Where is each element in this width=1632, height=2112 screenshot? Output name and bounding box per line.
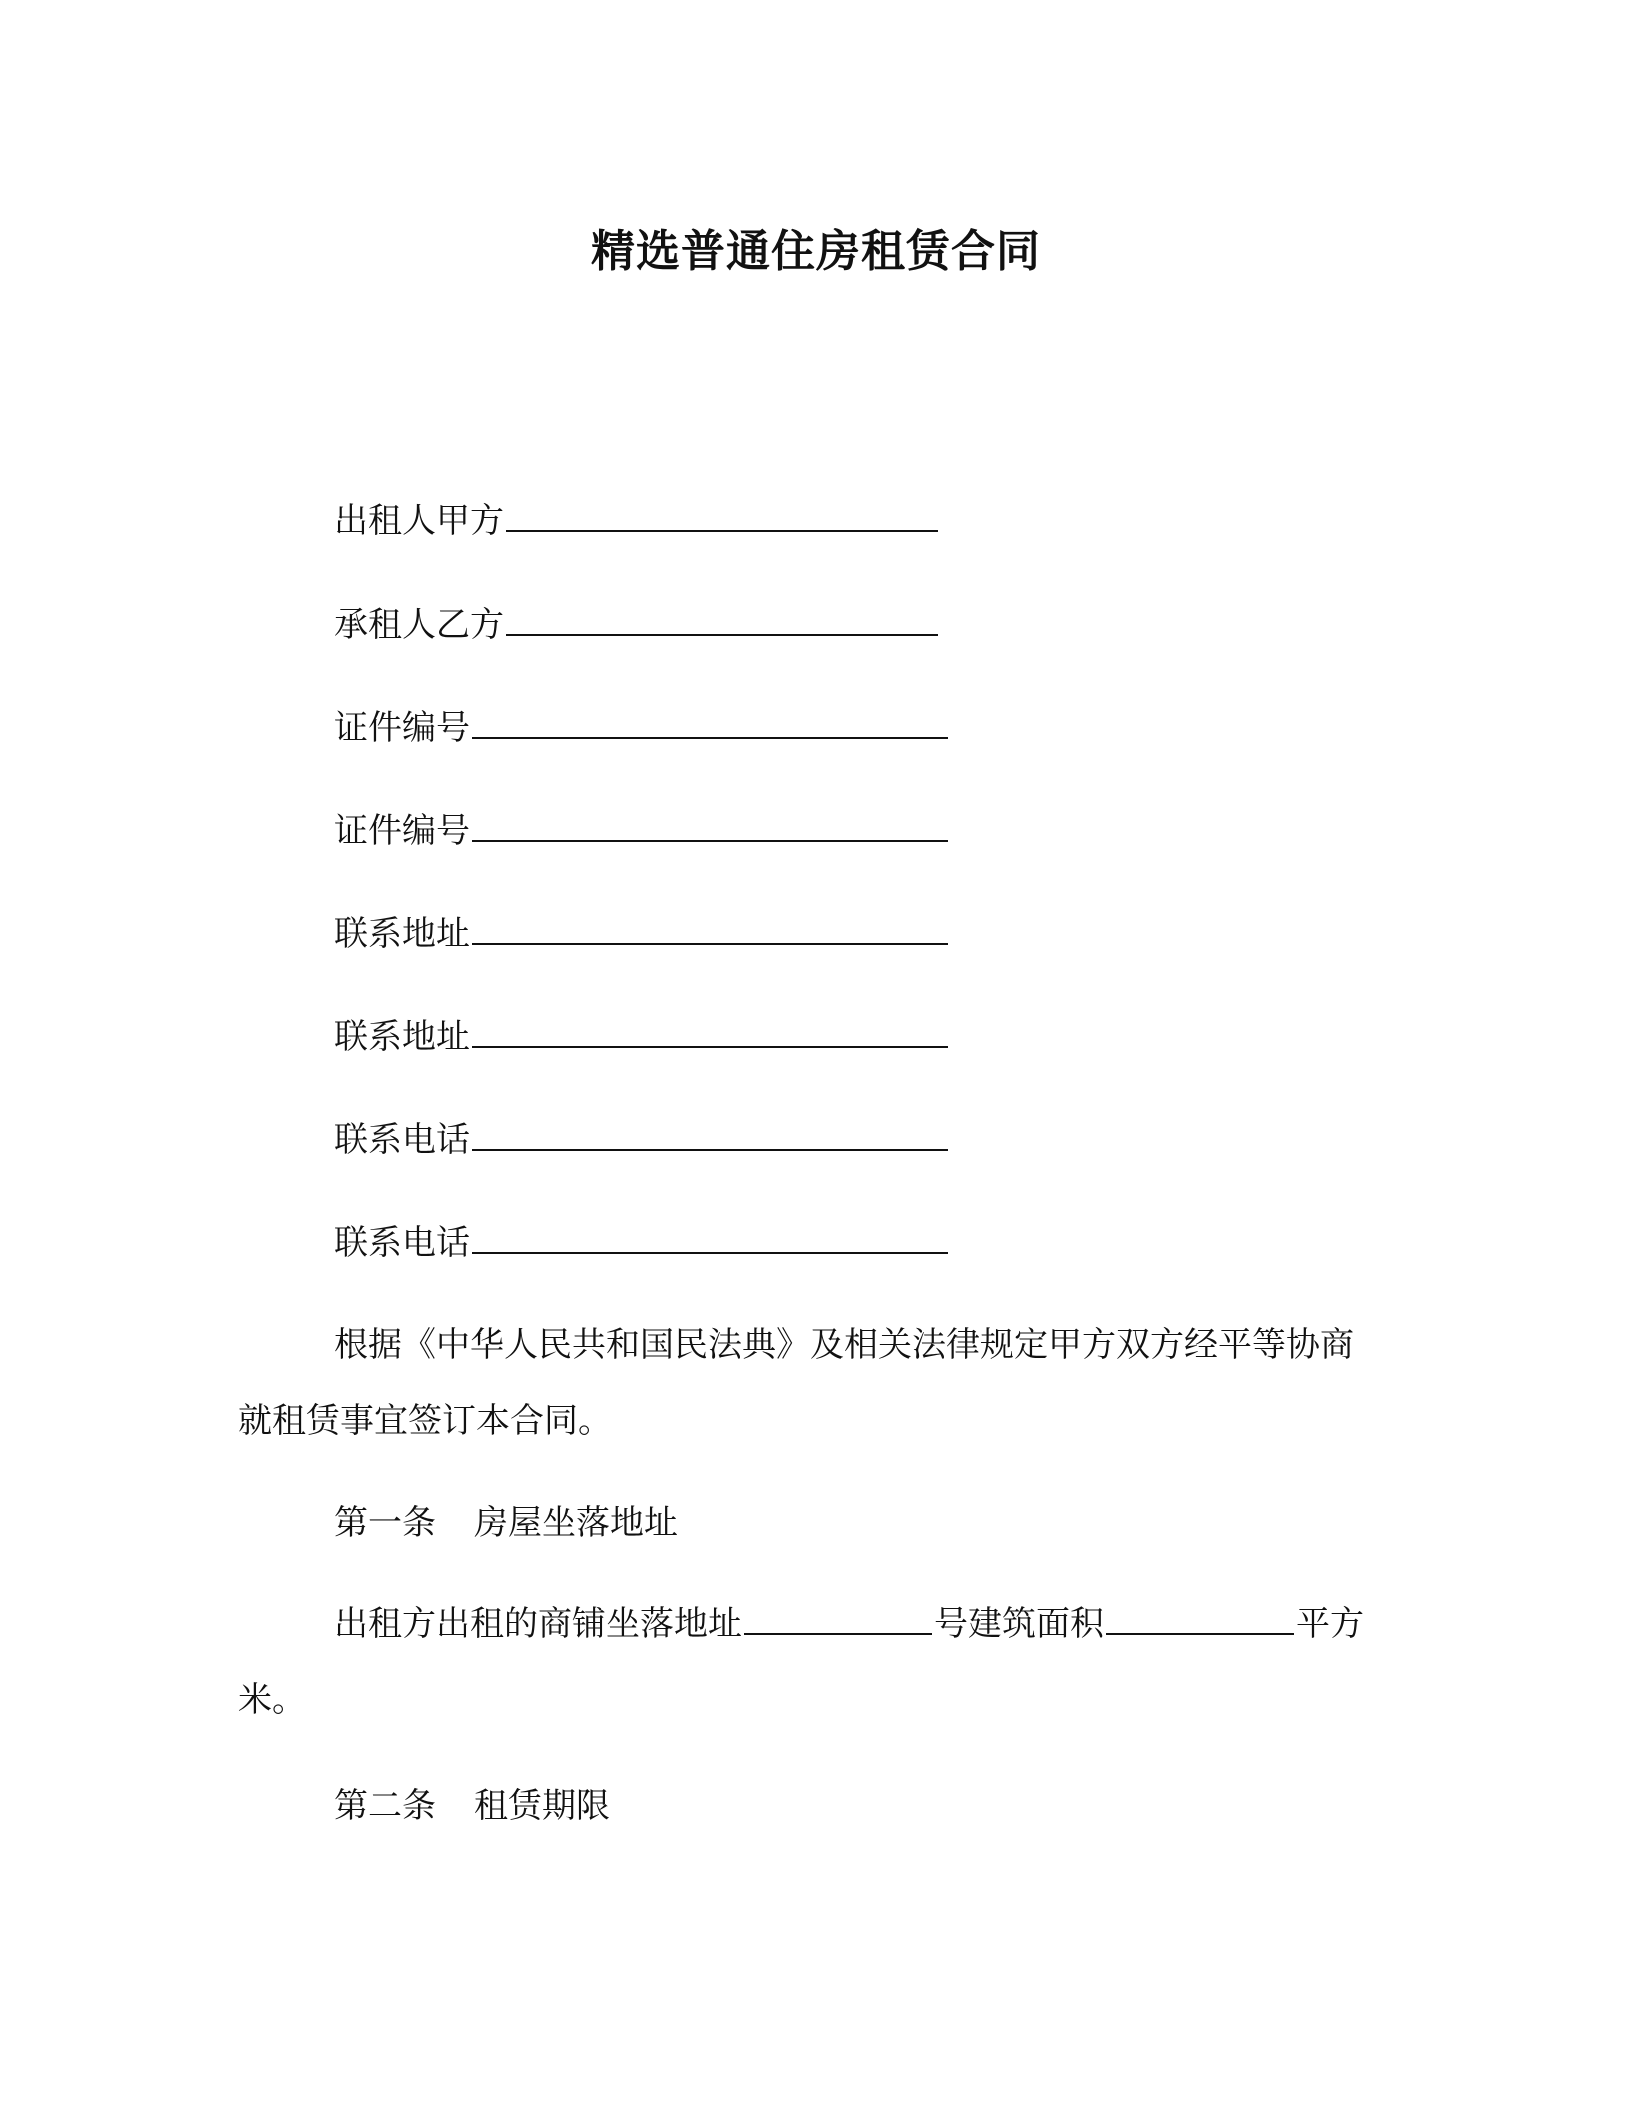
fill-in-blank[interactable]	[506, 634, 938, 636]
field-label: 联系地址	[334, 914, 470, 954]
fill-in-blank[interactable]	[472, 1046, 948, 1048]
field-id-number-2	[334, 806, 948, 856]
field-label: 联系地址	[334, 1017, 470, 1057]
field-address-2	[334, 1012, 948, 1062]
article-number: 第一条	[334, 1503, 436, 1543]
article-1-text-b: 号建筑面积	[934, 1604, 1104, 1644]
field-id-number-1	[334, 703, 948, 753]
field-phone-1	[334, 1115, 948, 1165]
area-blank[interactable]	[1106, 1633, 1294, 1635]
fill-in-blank[interactable]	[472, 1149, 948, 1151]
field-phone-2	[334, 1218, 948, 1268]
fill-in-blank[interactable]	[472, 737, 948, 739]
article-title: 房屋坐落地址	[474, 1503, 678, 1543]
field-label: 证件编号	[334, 811, 470, 851]
article-2-heading	[334, 1781, 610, 1831]
article-1-text-a: 出租方出租的商铺坐落地址	[334, 1604, 742, 1644]
article-title: 租赁期限	[474, 1786, 610, 1826]
field-label: 联系电话	[334, 1223, 470, 1263]
article-1-heading	[334, 1498, 678, 1548]
field-lessor	[334, 496, 938, 546]
fill-in-blank[interactable]	[472, 840, 948, 842]
field-address-1	[334, 909, 948, 959]
fill-in-blank[interactable]	[506, 530, 938, 532]
field-label: 出租人甲方	[334, 501, 504, 541]
article-1-text	[238, 1586, 1370, 1738]
field-label: 证件编号	[334, 708, 470, 748]
article-number: 第二条	[334, 1786, 436, 1826]
field-lessee	[334, 600, 938, 650]
article-1-text-c: 平方米。	[238, 1604, 1364, 1720]
fill-in-blank[interactable]	[472, 943, 948, 945]
intro-paragraph: 根据《中华人民共和国民法典》及相关法律规定甲方双方经平等协商就租赁事宜签订本合同。	[238, 1325, 1354, 1441]
address-blank[interactable]	[744, 1633, 932, 1635]
field-label: 联系电话	[334, 1120, 470, 1160]
document-title: 精选普通住房租赁合同	[591, 226, 1041, 277]
fill-in-blank[interactable]	[472, 1252, 948, 1254]
field-label: 承租人乙方	[334, 605, 504, 645]
